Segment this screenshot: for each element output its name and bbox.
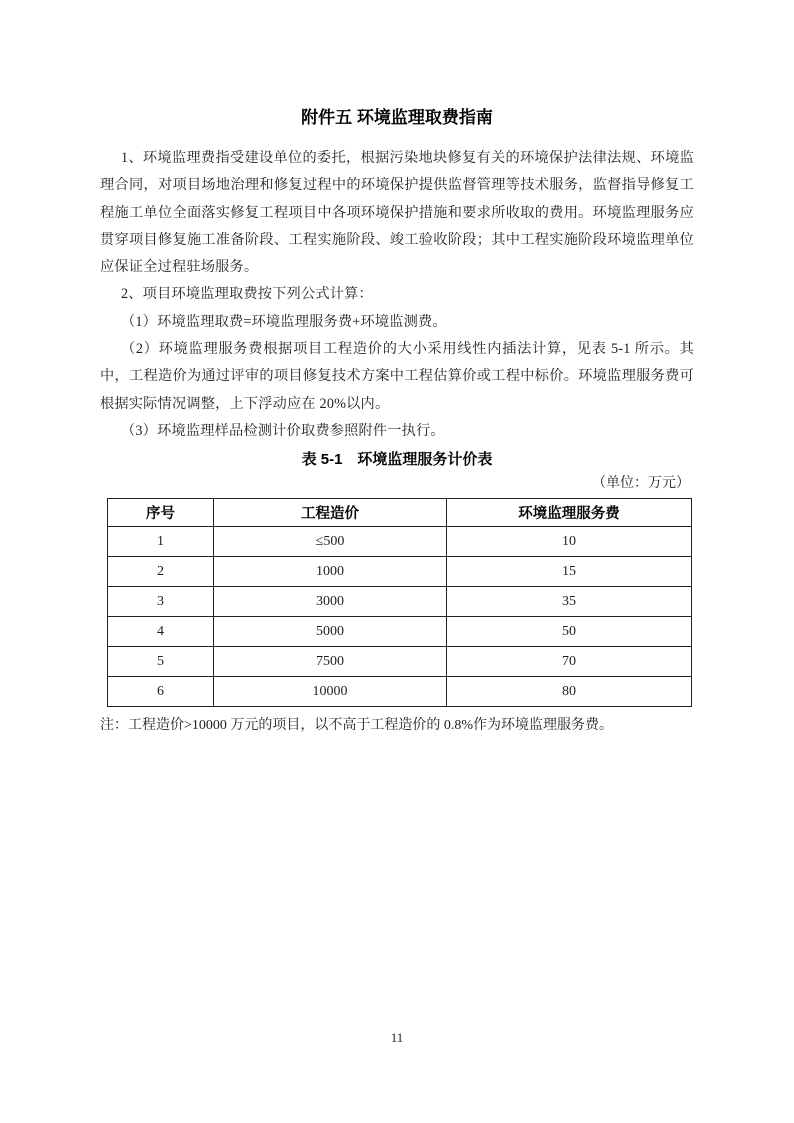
body-paragraph-5: （3）环境监理样品检测计价取费参照附件一执行。 <box>121 422 445 439</box>
table-caption: 表 5-1 环境监理服务计价表 <box>301 451 493 469</box>
table-cell: 10000 <box>214 677 447 707</box>
table-row <box>108 647 692 677</box>
table-cell: 50 <box>447 617 692 647</box>
table-cell: 5 <box>108 647 214 677</box>
page-number: 11 <box>390 1030 404 1045</box>
table-cell: 35 <box>447 587 692 617</box>
table-cell: 10 <box>447 527 692 557</box>
unit-label: （单位：万元） <box>592 476 690 492</box>
fee-table <box>107 498 692 707</box>
table-header-cell-fee: 环境监理服务费 <box>447 499 692 527</box>
table-note: 注：工程造价>10000 万元的项目，以不高于工程造价的 0.8%作为环境监理服务费。 <box>100 718 614 734</box>
table-cell: 6 <box>108 677 214 707</box>
table-header-cell-cost: 工程造价 <box>214 499 447 527</box>
body-paragraph-2: 2、项目环境监理取费按下列公式计算： <box>121 286 373 303</box>
table-row <box>108 527 692 557</box>
table-cell: 80 <box>447 677 692 707</box>
table-row <box>108 617 692 647</box>
table-cell: 2 <box>108 557 214 587</box>
table-row <box>108 677 692 707</box>
table-header-cell-index: 序号 <box>108 499 214 527</box>
table-cell: 7500 <box>214 647 447 677</box>
body-paragraph-4: （2）环境监理服务费根据项目工程造价的大小采用线性内插法计算，见表 5-1 所示。其中，工程造价为通过评审的项目修复技术方案中工程估算价或工程中标价。环境监理服务费可根据实际情况调整，上下浮动应在 20%以内。 <box>100 341 694 412</box>
table-cell: 1 <box>108 527 214 557</box>
table-cell: 15 <box>447 557 692 587</box>
table-cell: ≤500 <box>214 527 447 557</box>
page-title: 附件五 环境监理取费指南 <box>301 108 493 127</box>
body-paragraph-3: （1）环境监理取费=环境监理服务费+环境监测费。 <box>121 313 447 330</box>
table-cell: 3 <box>108 587 214 617</box>
table-cell: 1000 <box>214 557 447 587</box>
table-header-row <box>108 499 692 527</box>
table-cell: 4 <box>108 617 214 647</box>
table-row <box>108 557 692 587</box>
table-row <box>108 587 692 617</box>
table-cell: 5000 <box>214 617 447 647</box>
body-paragraph-1: 1、环境监理费指受建设单位的委托，根据污染地块修复有关的环境保护法律法规、环境监理合同，对项目场地治理和修复过程中的环境保护提供监督管理等技术服务，监督指导修复工程施工单位全面落实修复工程项目中各项环境保护措施和要求所收取的费用。环境监理服务应贯穿项目修复施工准备阶段、工程实施阶段、竣工验收阶段；其中工程实施阶段环境监理单位应保证全过程驻场服务。 <box>100 150 694 276</box>
table-cell: 70 <box>447 647 692 677</box>
table-cell: 3000 <box>214 587 447 617</box>
